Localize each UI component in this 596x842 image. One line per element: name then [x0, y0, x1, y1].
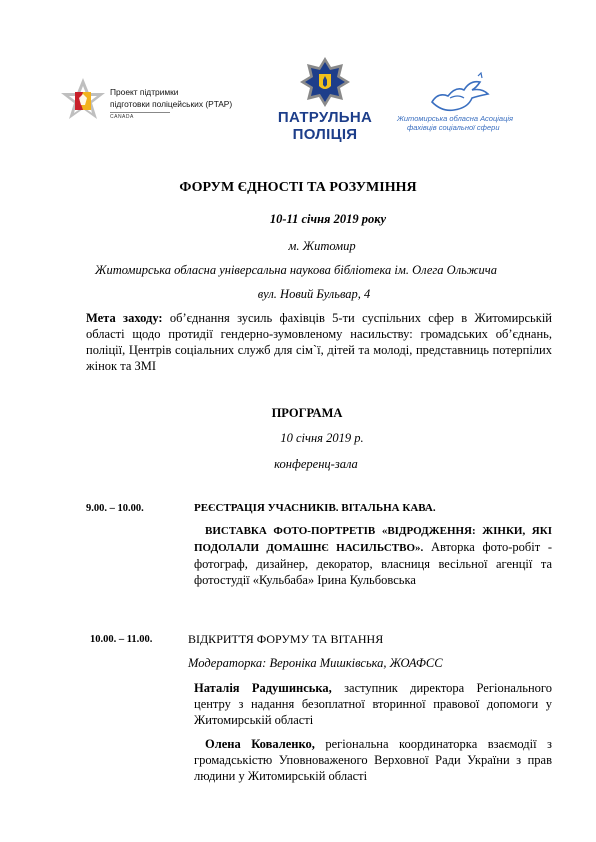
slot2-title: ВІДКРИТТЯ ФОРУМУ ТА ВІТАННЯ: [188, 632, 384, 646]
slot1-exhibit: [194, 522, 552, 588]
assoc-logo: [428, 72, 494, 116]
program-day: 10 січня 2019 р.: [280, 431, 364, 445]
event-address: вул. Новий Бульвар, 4: [257, 287, 371, 301]
slot1-title: РЕЄСТРАЦІЯ УЧАСНИКІВ. ВІТАЛЬНА КАВА.: [194, 502, 436, 514]
patrol-police-badge: [299, 56, 351, 108]
ptap-star-icon: [58, 76, 108, 126]
exhibit-title: ВИСТАВКА ФОТО-ПОРТРЕТІВ «ВІДРОДЖЕННЯ: ЖІНКИ, ЯКІ ПОДОЛАЛИ ДОМАШНЄ НАСИЛЬСТВО».: [194, 525, 552, 554]
speaker1-name: Наталія Радушинська,: [194, 681, 332, 695]
patrol-line1: ПАТРУЛЬНА: [277, 109, 373, 126]
program-heading: ПРОГРАМА: [271, 406, 343, 420]
event-city: м. Житомир: [288, 239, 356, 253]
speaker2-name: Олена Коваленко,: [205, 737, 315, 751]
goal-text: об’єднання зусиль фахівців 5-ти суспільних сфер в Житомирській області щодо протидії гендерно-зумовленому насильству: громадських об’єднань, поліції, Центрів соціальних служб для сім`ї, дітей та молоді, представниць потерпілих жінок та ЗМІ: [86, 311, 552, 373]
assoc-line2: фахівців соціальної сфери: [407, 123, 500, 132]
slot1-time: 9.00. – 10.00.: [86, 503, 144, 514]
assoc-line1: Житомирська обласна Асоціація: [397, 114, 514, 123]
slot2-moderator: Модераторка: Вероніка Мишківська, ЖОАФСС: [188, 656, 443, 670]
slot2-time: 10.00. – 11.00.: [90, 634, 153, 645]
ptap-logo: [58, 76, 108, 126]
exhibit-text: Авторка фото-робіт - фотограф, дизайнер, декоратор, власниця весільної агенції та фотостудії «Кульбаба» Ірина Кульбовська: [194, 540, 553, 587]
goal-label: Мета заходу:: [86, 311, 163, 325]
assoc-hand-dove-icon: [428, 72, 494, 116]
event-venue: Житомирська обласна універсальна наукова бібліотека ім. Олега Ольжича: [95, 263, 497, 277]
police-badge-icon: [299, 56, 351, 108]
patrol-line2: ПОЛІЦІЯ: [292, 126, 358, 143]
ptap-title-line1: Проект підтримки: [110, 87, 179, 97]
program-hall: конференц-зала: [274, 457, 358, 471]
speaker1: [194, 680, 552, 728]
ptap-country: CANADA: [110, 114, 134, 120]
speaker2-text: регіональна координаторка взаємодії з громадськістю Уповноваженого Верховної Ради України з прав людини у Житомирській області: [194, 737, 552, 783]
event-goal: [86, 310, 552, 374]
ptap-title-line2: підготовки поліцейських (PTAP): [110, 99, 233, 109]
speaker2: [194, 736, 552, 784]
speaker1-text: заступник директора Регіонального центру з надання безоплатної вторинної правової допомоги у Житомирській області: [194, 681, 552, 727]
event-dates: 10-11 січня 2019 року: [269, 212, 387, 226]
ptap-divider: [110, 112, 170, 113]
event-title: ФОРУМ ЄДНОСТІ ТА РОЗУМІННЯ: [179, 180, 417, 195]
